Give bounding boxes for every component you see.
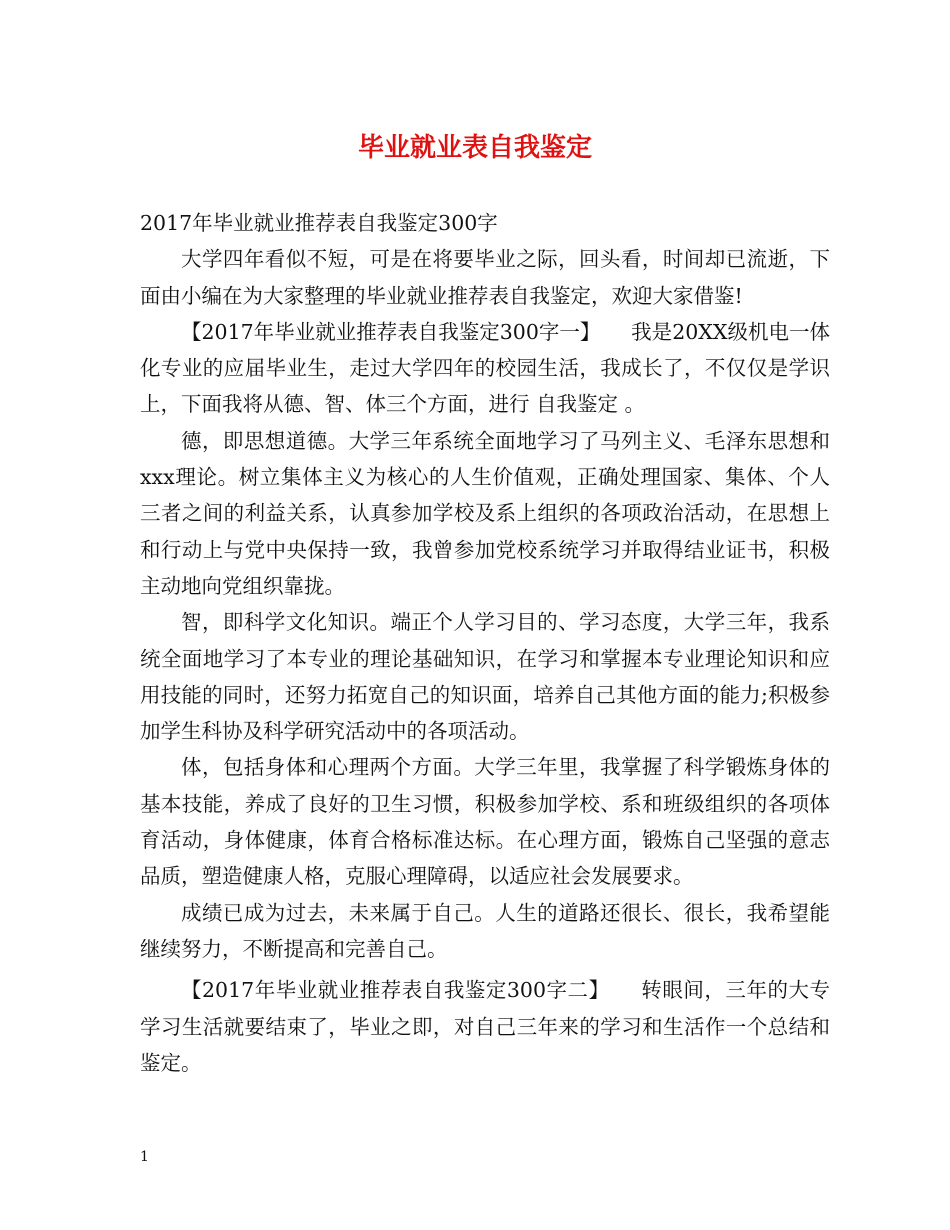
- paragraph-conclusion: 成绩已成为过去，未来属于自己。人生的道路还很长、很长，我希望能继续努力，不断提高和完善自己。: [140, 900, 830, 961]
- paragraph-section-two: 【2017年毕业就业推荐表自我鉴定300字二】 转眼间，三年的大专学习生活就要结束了，毕业之即，对自己三年来的学习和生活作一个总结和鉴定。: [140, 978, 830, 1075]
- paragraph-morality: 德，即思想道德。大学三年系统全面地学习了马列主义、毛泽东思想和xxx理论。树立集体主义为核心的人生价值观，正确处理国家、集体、个人三者之间的利益关系，认真参加学校及系上组织的各项政治活动，在思想上和行动上与党中央保持一致，我曾参加党校系统学习并取得结业证书，积极主动地向党组织靠拢。: [140, 428, 830, 598]
- paragraph-physical: 体，包括身体和心理两个方面。大学三年里，我掌握了科学锻炼身体的基本技能，养成了良好的卫生习惯，积极参加学校、系和班级组织的各项体育活动，身体健康，体育合格标准达标。在心理方面，锻炼自己坚强的意志品质，塑造健康人格，克服心理障碍，以适应社会发展要求。: [140, 755, 830, 889]
- paragraph-section-one: 【2017年毕业就业推荐表自我鉴定300字一】 我是20XX级机电一体化专业的应届毕业生，走过大学四年的校园生活，我成长了，不仅仅是学识上，下面我将从德、智、体三个方面，进行 自我鉴定 。: [140, 319, 830, 417]
- document-title: 毕业就业表自我鉴定: [357, 133, 592, 163]
- paragraph-intro: 大学四年看似不短，可是在将要毕业之际，回头看，时间却已流逝，下面由小编在为大家整理的毕业就业推荐表自我鉴定，欢迎大家借鉴!: [140, 247, 830, 308]
- document-subtitle: 2017年毕业就业推荐表自我鉴定300字: [140, 211, 498, 235]
- document-body: [140, 205, 830, 1081]
- paragraph-intellect: 智，即科学文化知识。端正个人学习目的、学习态度，大学三年，我系统全面地学习了本专业的理论基础知识，在学习和掌握本专业理论知识和应用技能的同时，还努力拓宽自己的知识面，培养自己其他方面的能力;积极参加学生科协及科学研究活动中的各项活动。: [140, 610, 830, 744]
- page-number: 1: [140, 1149, 149, 1165]
